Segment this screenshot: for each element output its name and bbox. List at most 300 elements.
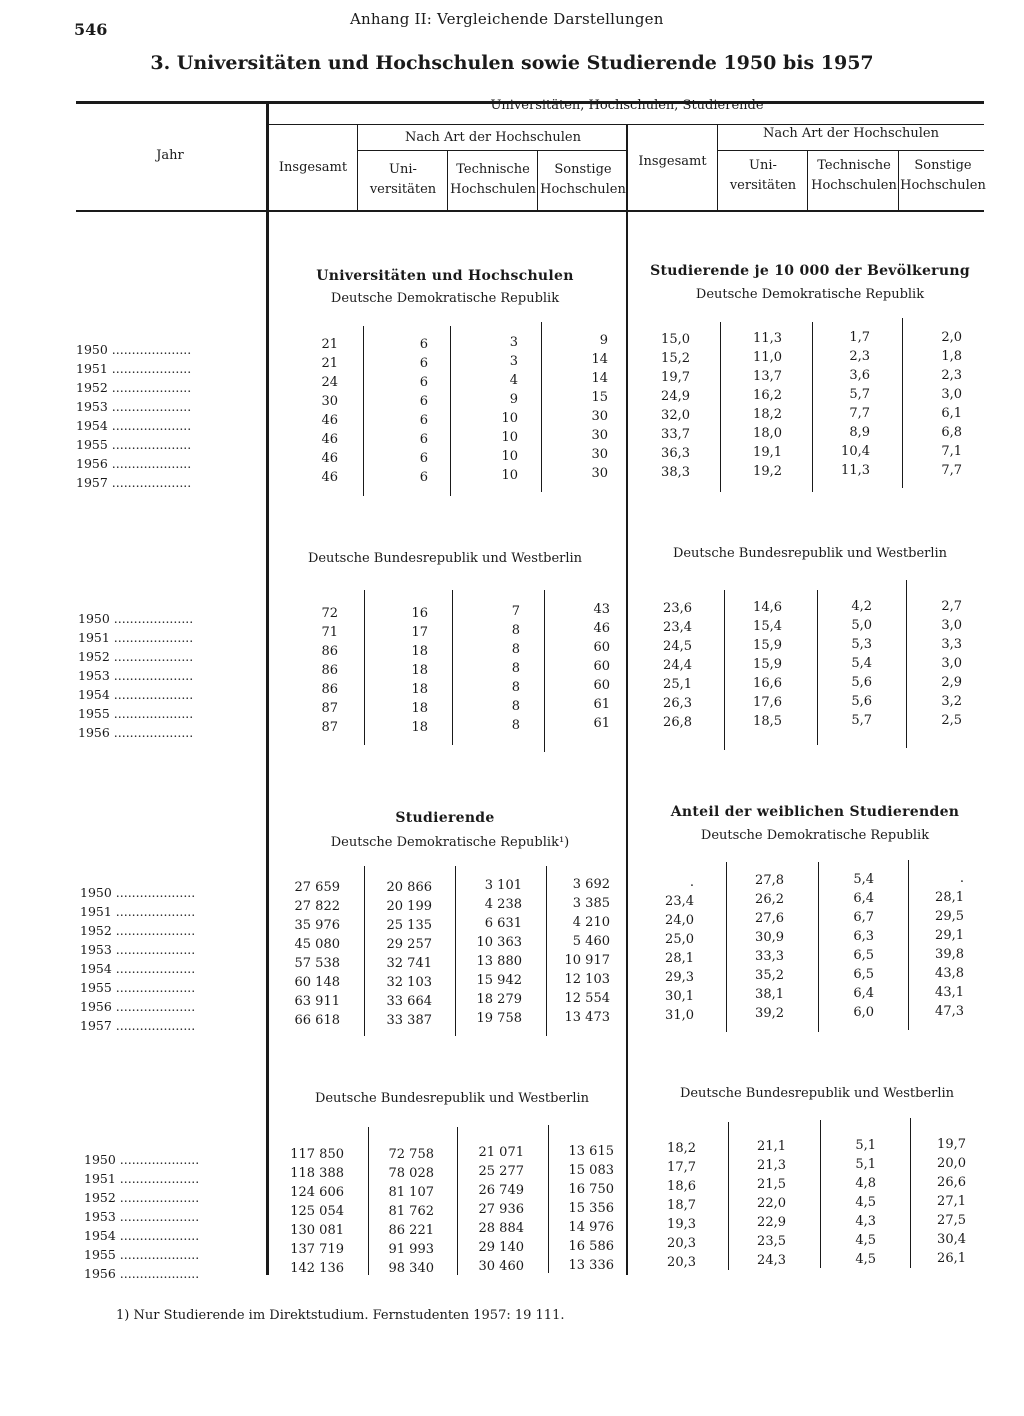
table-cell: 20 199 <box>386 899 432 914</box>
table-cell: 8 <box>511 642 520 657</box>
table-cell: 15 <box>591 390 608 405</box>
table-cell: 27,1 <box>937 1194 966 1209</box>
value-column-tech <box>456 602 520 735</box>
table-cell: 30 460 <box>478 1259 524 1274</box>
year-label: 1950 .................... <box>84 1152 200 1167</box>
table-cell: 2,3 <box>849 349 870 364</box>
column-rule <box>544 590 545 752</box>
table-cell: 27 936 <box>478 1202 524 1217</box>
header-divider-2 <box>447 150 448 211</box>
table-cell: 24,4 <box>663 658 692 673</box>
table-cell: 19,7 <box>937 1137 966 1152</box>
table-cell: 32 741 <box>386 956 432 971</box>
value-column-total <box>270 604 338 737</box>
table-cell: 15 942 <box>476 973 522 988</box>
table-cell: 27 659 <box>294 880 340 895</box>
table-cell: 5,3 <box>851 637 872 652</box>
table-cell: 98 340 <box>388 1261 434 1276</box>
table-cell: 6,7 <box>853 910 874 925</box>
table-cell: 4 <box>509 373 518 388</box>
table-cell: 24,5 <box>663 639 692 654</box>
table-cell: 8 <box>511 680 520 695</box>
table-cell: 43,8 <box>935 966 964 981</box>
table-cell: 45 080 <box>294 937 340 952</box>
year-label: 1950 .................... <box>78 611 194 626</box>
table-cell: 60 148 <box>294 975 340 990</box>
table-cell: 32,0 <box>661 408 690 423</box>
header-tech-left: Technische Hochschulen <box>450 162 536 197</box>
table-cell: 3,0 <box>941 387 962 402</box>
table-cell: 24,3 <box>757 1253 786 1268</box>
table-cell: 2,0 <box>941 330 962 345</box>
table-cell: 33,7 <box>661 427 690 442</box>
value-column-other <box>550 1142 614 1275</box>
header-divider-5 <box>807 150 808 211</box>
table-cell: 30,9 <box>755 930 784 945</box>
header-other-right: Sonstige Hochschulen <box>900 158 986 193</box>
table-cell: 39,8 <box>935 947 964 962</box>
value-column-total <box>630 330 690 482</box>
year-label: 1954 .................... <box>84 1228 200 1243</box>
table-cell: 29,5 <box>935 909 964 924</box>
table-cell: 20 866 <box>386 880 432 895</box>
year-label: 1951 .................... <box>80 904 196 919</box>
year-label: 1950 .................... <box>80 885 196 900</box>
section-title-students: Studierende <box>395 810 495 826</box>
year-label: 1957 .................... <box>80 1018 196 1033</box>
table-cell: 20,3 <box>667 1255 696 1270</box>
table-cell: 6 <box>419 394 428 409</box>
table-cell: 46 <box>321 470 338 485</box>
footnote: 1) Nur Studierende im Direktstudium. Fernstudenten 1957: 19 111. <box>116 1308 565 1323</box>
section-region: Deutsche Demokratische Republik <box>330 291 560 306</box>
table-cell: 13,7 <box>753 369 782 384</box>
year-label: 1957 .................... <box>76 475 192 490</box>
year-label: 1950 .................... <box>76 342 192 357</box>
table-cell: 5,1 <box>855 1157 876 1172</box>
table-cell: 6 <box>419 375 428 390</box>
value-column-uni <box>366 335 428 487</box>
table-cell: 15,0 <box>661 332 690 347</box>
table-cell: 6,0 <box>853 1005 874 1020</box>
table-cell: 30,1 <box>665 989 694 1004</box>
section-region: Deutsche Demokratische Republik <box>695 287 925 302</box>
year-label: 1953 .................... <box>78 668 194 683</box>
table-cell: 60 <box>593 640 610 655</box>
table-cell: 10 <box>501 468 518 483</box>
year-label: 1954 .................... <box>76 418 192 433</box>
table-cell: 8 <box>511 718 520 733</box>
table-cell: 3 <box>509 354 518 369</box>
table-cell: 15,4 <box>753 619 782 634</box>
running-head: Anhang II: Vergleichende Darstellungen <box>350 10 664 28</box>
table-cell: 5,0 <box>851 618 872 633</box>
section-region: Deutsche Demokratische Republik <box>700 828 930 843</box>
table-cell: 18,5 <box>753 714 782 729</box>
table-cell: 1,8 <box>941 349 962 364</box>
table-cell: 71 <box>321 625 338 640</box>
table-cell: 78 028 <box>388 1166 434 1181</box>
table-cell: 10 917 <box>564 953 610 968</box>
table-cell: 26,2 <box>755 892 784 907</box>
table-cell: 137 719 <box>290 1242 344 1257</box>
table-cell: 61 <box>593 697 610 712</box>
table-cell: 18 <box>411 682 428 697</box>
table-cell: 130 081 <box>290 1223 344 1238</box>
table-cell: 21 071 <box>478 1145 524 1160</box>
table-cell: 46 <box>321 451 338 466</box>
column-rule <box>452 590 453 745</box>
year-label: 1952 .................... <box>84 1190 200 1205</box>
table-cell: 3 <box>509 335 518 350</box>
header-type-left: Nach Art der Hochschulen <box>405 130 581 145</box>
table-cell: 4 238 <box>484 897 522 912</box>
value-column-other <box>548 875 610 1027</box>
column-rule <box>363 326 364 496</box>
year-label: 1955 .................... <box>84 1247 200 1262</box>
table-cell: 18 <box>411 701 428 716</box>
table-cell: 66 618 <box>294 1013 340 1028</box>
table-cell: 43 <box>593 602 610 617</box>
table-cell: 21 <box>321 356 338 371</box>
table-cell: 18,6 <box>667 1179 696 1194</box>
table-cell: 25,0 <box>665 932 694 947</box>
value-column-uni <box>370 1145 434 1278</box>
table-cell: 19,2 <box>753 464 782 479</box>
table-cell: 14 <box>591 352 608 367</box>
table-cell: 5 460 <box>572 934 610 949</box>
section-region: Deutsche Bundesrepublik und Westberlin <box>314 1091 590 1106</box>
table-cell: 2,3 <box>941 368 962 383</box>
header-divider-6 <box>898 150 899 211</box>
table-cell: 2,5 <box>941 713 962 728</box>
value-column-tech <box>454 333 518 485</box>
header-other-left: Sonstige Hochschulen <box>540 162 626 197</box>
table-cell: 28,1 <box>935 890 964 905</box>
table-cell: 15,9 <box>753 638 782 653</box>
table-cell: 29 257 <box>386 937 432 952</box>
table-cell: 11,3 <box>753 331 782 346</box>
table-cell: 18,2 <box>753 407 782 422</box>
year-label: 1951 .................... <box>76 361 192 376</box>
table-cell: 5,7 <box>849 387 870 402</box>
table-cell: 46 <box>321 432 338 447</box>
table-cell: 3,2 <box>941 694 962 709</box>
table-cell: 19,3 <box>667 1217 696 1232</box>
table-cell: 14,6 <box>753 600 782 615</box>
column-rule <box>541 322 542 492</box>
value-column-uni <box>724 598 782 731</box>
header-year: Jahr <box>156 148 184 163</box>
table-cell: 24,9 <box>661 389 690 404</box>
table-cell: 19,7 <box>661 370 690 385</box>
table-cell: 35,2 <box>755 968 784 983</box>
year-label: 1951 .................... <box>84 1171 200 1186</box>
year-label: 1952 .................... <box>76 380 192 395</box>
table-cell: 23,4 <box>663 620 692 635</box>
table-cell: 3,0 <box>941 618 962 633</box>
table-cell: 21,1 <box>757 1139 786 1154</box>
table-cell: 21,5 <box>757 1177 786 1192</box>
value-column-tech <box>814 328 870 480</box>
table-cell: 29 140 <box>478 1240 524 1255</box>
value-column-other <box>908 1135 966 1268</box>
table-cell: 91 993 <box>388 1242 434 1257</box>
table-cell: 10,4 <box>841 444 870 459</box>
section-region: Deutsche Bundesrepublik und Westberlin <box>679 1086 955 1101</box>
table-cell: 13 336 <box>568 1258 614 1273</box>
type-header-rule-left <box>358 150 628 151</box>
header-bottom-rule <box>76 210 984 212</box>
table-cell: 25,1 <box>663 677 692 692</box>
value-column-tech <box>818 870 874 1022</box>
table-cell: 2,7 <box>941 599 962 614</box>
table-cell: 23,5 <box>757 1234 786 1249</box>
table-cell: 10 363 <box>476 935 522 950</box>
table-cell: 7 <box>511 604 520 619</box>
column-rule <box>457 1127 458 1275</box>
table-cell: 33 387 <box>386 1013 432 1028</box>
table-cell: 30 <box>591 447 608 462</box>
table-cell: 11,0 <box>753 350 782 365</box>
table-cell: 29,1 <box>935 928 964 943</box>
header-type-right: Nach Art der Hochschulen <box>763 126 939 141</box>
table-cell: 12 554 <box>564 991 610 1006</box>
table-cell: 4 210 <box>572 915 610 930</box>
table-cell: 18 279 <box>476 992 522 1007</box>
table-cell: 57 538 <box>294 956 340 971</box>
section-region: Deutsche Bundesrepublik und Westberlin <box>672 546 948 561</box>
table-cell: 72 758 <box>388 1147 434 1162</box>
table-cell: 12 103 <box>564 972 610 987</box>
table-cell: 9 <box>509 392 518 407</box>
year-label: 1954 .................... <box>80 961 196 976</box>
table-cell: 17,7 <box>667 1160 696 1175</box>
value-column-other <box>546 331 608 483</box>
value-column-total <box>272 878 340 1030</box>
year-label: 1955 .................... <box>76 437 192 452</box>
header-tech-right: Technische Hochschulen <box>811 158 897 193</box>
table-cell: 8 <box>511 699 520 714</box>
table-cell: 13 473 <box>564 1010 610 1025</box>
table-cell: 16 750 <box>568 1182 614 1197</box>
table-cell: 16,6 <box>753 676 782 691</box>
column-rule <box>546 866 547 1036</box>
table-cell: 1,7 <box>849 330 870 345</box>
table-cell: 6 <box>419 432 428 447</box>
table-cell: 46 <box>321 413 338 428</box>
table-cell: 28 884 <box>478 1221 524 1236</box>
table-cell: 8,9 <box>849 425 870 440</box>
section-title-female-share: Anteil der weiblichen Studierenden <box>670 804 960 820</box>
value-column-uni <box>726 871 784 1023</box>
table-cell: 26,8 <box>663 715 692 730</box>
table-cell: 6,4 <box>853 891 874 906</box>
table-cell: 5,4 <box>851 656 872 671</box>
table-cell: 15,9 <box>753 657 782 672</box>
value-column-other <box>548 600 610 733</box>
value-column-total <box>634 873 694 1025</box>
table-cell: 21,3 <box>757 1158 786 1173</box>
table-cell: 3,6 <box>849 368 870 383</box>
column-rule <box>548 1125 549 1273</box>
year-list <box>80 883 260 1035</box>
table-cell: 18 <box>411 663 428 678</box>
table-cell: 16,2 <box>753 388 782 403</box>
table-cell: 125 054 <box>290 1204 344 1219</box>
table-cell: 4,2 <box>851 599 872 614</box>
table-cell: 4,3 <box>855 1214 876 1229</box>
table-cell: 15 083 <box>568 1163 614 1178</box>
table-cell: 2,9 <box>941 675 962 690</box>
header-uni-right: Uni-versitäten <box>729 158 797 193</box>
table-cell: 10 <box>501 411 518 426</box>
table-cell: 87 <box>321 701 338 716</box>
table-cell: 86 <box>321 682 338 697</box>
table-cell: 14 976 <box>568 1220 614 1235</box>
table-cell: 30 <box>321 394 338 409</box>
table-cell: 30 <box>591 409 608 424</box>
column-rule <box>364 866 365 1036</box>
table-cell: 18,7 <box>667 1198 696 1213</box>
table-cell: 26,3 <box>663 696 692 711</box>
column-rule <box>720 322 721 492</box>
table-cell: 86 221 <box>388 1223 434 1238</box>
table-cell: 15 356 <box>568 1201 614 1216</box>
table-cell: . <box>689 875 694 890</box>
table-cell: 27 822 <box>294 899 340 914</box>
table-cell: 26,1 <box>937 1251 966 1266</box>
table-cell: 17 <box>411 625 428 640</box>
table-cell: 6 631 <box>484 916 522 931</box>
table-cell: 29,3 <box>665 970 694 985</box>
value-column-other <box>906 597 962 730</box>
column-rule <box>368 1127 369 1275</box>
value-column-uni <box>366 604 428 737</box>
section-title-per10000: Studierende je 10 000 der Bevölkerung <box>650 263 970 279</box>
table-cell: 17,6 <box>753 695 782 710</box>
table-cell: 46 <box>593 621 610 636</box>
table-cell: 18 <box>411 644 428 659</box>
table-cell: 27,5 <box>937 1213 966 1228</box>
year-label: 1953 .................... <box>84 1209 200 1224</box>
year-label: 1952 .................... <box>78 649 194 664</box>
table-cell: 25 277 <box>478 1164 524 1179</box>
table-cell: 22,0 <box>757 1196 786 1211</box>
table-cell: 61 <box>593 716 610 731</box>
table-cell: 5,7 <box>851 713 872 728</box>
table-cell: 32 103 <box>386 975 432 990</box>
table-cell: 18,2 <box>667 1141 696 1156</box>
year-label: 1955 .................... <box>78 706 194 721</box>
value-column-total <box>632 599 692 732</box>
value-column-total <box>272 1145 344 1278</box>
table-cell: 117 850 <box>290 1147 344 1162</box>
year-label: 1956 .................... <box>80 999 196 1014</box>
table-cell: 21 <box>321 337 338 352</box>
table-cell: 6 <box>419 470 428 485</box>
header-total-left: Insgesamt <box>278 160 348 175</box>
table-cell: 6 <box>419 451 428 466</box>
table-cell: 36,3 <box>661 446 690 461</box>
table-cell: 16 586 <box>568 1239 614 1254</box>
table-cell: 31,0 <box>665 1008 694 1023</box>
table-cell: 72 <box>321 606 338 621</box>
table-cell: 8 <box>511 661 520 676</box>
table-cell: 6,1 <box>941 406 962 421</box>
column-rule <box>812 322 813 492</box>
middle-divider <box>626 124 628 1275</box>
table-cell: 118 388 <box>290 1166 344 1181</box>
table-cell: 30 <box>591 428 608 443</box>
table-cell: 7,7 <box>849 406 870 421</box>
year-label: 1956 .................... <box>76 456 192 471</box>
table-cell: 6,5 <box>853 967 874 982</box>
table-cell: 13 615 <box>568 1144 614 1159</box>
value-column-other <box>904 328 962 480</box>
value-column-other <box>906 869 964 1021</box>
table-cell: 23,4 <box>665 894 694 909</box>
table-cell: 5,1 <box>855 1138 876 1153</box>
table-cell: 81 762 <box>388 1204 434 1219</box>
year-label: 1953 .................... <box>76 399 192 414</box>
table-cell: 4,5 <box>855 1195 876 1210</box>
table-cell: 26 749 <box>478 1183 524 1198</box>
table-cell: 9 <box>599 333 608 348</box>
value-column-tech <box>458 876 522 1028</box>
table-cell: 30,4 <box>937 1232 966 1247</box>
table-cell: 28,1 <box>665 951 694 966</box>
table-cell: 4,5 <box>855 1233 876 1248</box>
column-rule <box>902 318 903 488</box>
table-cell: 27,6 <box>755 911 784 926</box>
table-cell: 43,1 <box>935 985 964 1000</box>
table-cell: 33,3 <box>755 949 784 964</box>
year-label: 1956 .................... <box>78 725 194 740</box>
year-label: 1954 .................... <box>78 687 194 702</box>
page-title: 3. Universitäten und Hochschulen sowie Studierende 1950 bis 1957 <box>150 52 874 74</box>
table-cell: 39,2 <box>755 1006 784 1021</box>
table-cell: 20,3 <box>667 1236 696 1251</box>
year-label: 1952 .................... <box>80 923 196 938</box>
year-label: 1955 .................... <box>80 980 196 995</box>
table-cell: 86 <box>321 644 338 659</box>
value-column-tech <box>820 1136 876 1269</box>
year-label: 1953 .................... <box>80 942 196 957</box>
table-cell: 18,0 <box>753 426 782 441</box>
table-cell: 3 385 <box>572 896 610 911</box>
column-rule <box>364 590 365 745</box>
table-cell: 19,1 <box>753 445 782 460</box>
table-cell: 27,8 <box>755 873 784 888</box>
table-cell: 15,2 <box>661 351 690 366</box>
table-cell: 33 664 <box>386 994 432 1009</box>
table-cell: 35 976 <box>294 918 340 933</box>
table-cell: 6,8 <box>941 425 962 440</box>
page-number: 546 <box>74 20 108 39</box>
table-cell: 7,7 <box>941 463 962 478</box>
table-cell: 6,4 <box>853 986 874 1001</box>
table-cell: 11,3 <box>841 463 870 478</box>
table-cell: 142 136 <box>290 1261 344 1276</box>
table-cell: 6 <box>419 356 428 371</box>
year-list <box>76 340 256 492</box>
table-cell: 47,3 <box>935 1004 964 1019</box>
value-column-tech <box>816 597 872 730</box>
table-cell: 6,5 <box>853 948 874 963</box>
table-cell: 10 <box>501 449 518 464</box>
table-cell: 3,0 <box>941 656 962 671</box>
